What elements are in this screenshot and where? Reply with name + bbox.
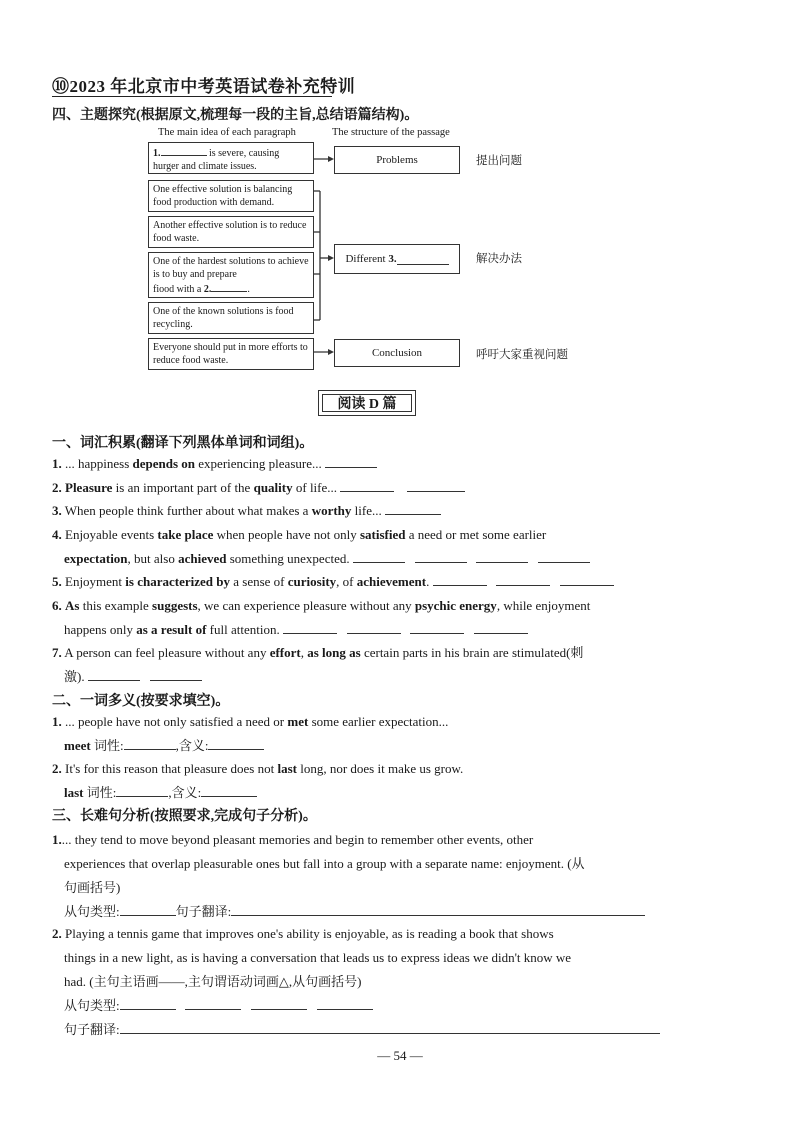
vocab-item-2 [52, 476, 672, 500]
sentence-analysis-1 [52, 828, 672, 924]
box1-text: is severe, causing [209, 148, 280, 159]
clause-type-label: 从句类型: [64, 998, 120, 1013]
section4-heading: 四、主题探究(根据原文,梳理每一段的主旨,总结语篇结构)。 [52, 108, 419, 123]
vocab-item-6 [52, 594, 672, 642]
bold-term: take place [157, 527, 214, 542]
answer-blank[interactable] [283, 621, 337, 634]
answer-blank[interactable] [347, 621, 401, 634]
col-header-structure: The structure of the passage [332, 127, 450, 138]
item-text: , of [336, 574, 357, 589]
item-number: 2. [52, 926, 62, 941]
sentence-text: experiences that overlap pleasurable ones but fall into a group with a separate name: enjoyment. (从 [64, 856, 585, 871]
box4-text-2: fiood with a [153, 284, 202, 295]
translation-label: 句子翻译: [175, 904, 232, 919]
bold-term: suggests [152, 598, 198, 613]
answer-blank[interactable] [385, 502, 441, 515]
item-text: full attention. [206, 622, 280, 637]
item-text: . [426, 574, 430, 589]
clause-type-blank[interactable] [120, 903, 176, 916]
bold-term: met [287, 714, 309, 729]
pos-label: 词性: [86, 785, 117, 800]
answer-blank[interactable] [433, 573, 487, 586]
answer-blank[interactable] [340, 479, 394, 492]
item-text: It's for this reason that pleasure does not [65, 761, 278, 776]
blank-number-3: 3. [388, 253, 397, 265]
vocab-item-7 [52, 641, 672, 689]
item-number: 6. [52, 598, 62, 613]
item-number: 1. [52, 832, 62, 847]
item-text: , [300, 645, 308, 660]
clause-type-blank[interactable] [251, 997, 307, 1010]
item-text: ... happiness [65, 456, 133, 471]
answer-blank[interactable] [353, 550, 405, 563]
pos-blank[interactable] [116, 784, 168, 797]
reading-d-badge: 阅读 D 篇 [318, 390, 416, 416]
main-idea-box-6: Everyone should put in more efforts to reduce food waste. [148, 338, 314, 370]
item-text: Enjoyable events [65, 527, 158, 542]
answer-blank[interactable] [410, 621, 464, 634]
bold-term: as long as [307, 645, 361, 660]
bold-term: As [65, 598, 80, 613]
item-number: 2. [52, 480, 62, 495]
side-label-problem: 提出问题 [476, 155, 522, 167]
sentence-text: 句画括号) [64, 880, 121, 895]
bold-term: satisfied [359, 527, 406, 542]
bold-term: expectation [64, 551, 128, 566]
polysemy-item-1 [52, 710, 672, 758]
structure-box-conclusion: Conclusion [334, 339, 460, 367]
answer-blank-3[interactable] [397, 254, 449, 265]
bold-term: worthy [311, 503, 352, 518]
clause-type-blank[interactable] [317, 997, 373, 1010]
item-text: , we can experience pleasure without any [197, 598, 415, 613]
item-text: something unexpected. [226, 551, 350, 566]
main-idea-box-1 [148, 142, 314, 174]
main-idea-box-5: One of the known solutions is food recycling. [148, 302, 314, 334]
box4-text: One of the hardest solutions to achieve is to buy and prepare [153, 256, 309, 280]
target-word: last [64, 785, 84, 800]
bold-term: Pleasure [65, 480, 113, 495]
answer-blank[interactable] [150, 668, 202, 681]
meaning-blank[interactable] [201, 784, 257, 797]
item-text: long, nor does it make us grow. [296, 761, 464, 776]
answer-blank[interactable] [474, 621, 528, 634]
item-text: , but also [127, 551, 179, 566]
item-text: this example [79, 598, 153, 613]
target-word: meet [64, 738, 91, 753]
side-label-conclusion: 呼吁大家重视问题 [476, 349, 568, 361]
item-text: When people think further about what makes a [64, 503, 312, 518]
item-text: ... people have not only satisfied a need or [65, 714, 288, 729]
side-label-solution: 解决办法 [476, 253, 522, 265]
translation-label: 句子翻译: [64, 1022, 120, 1037]
item-text: experiencing pleasure... [195, 456, 322, 471]
clause-type-blank[interactable] [120, 997, 176, 1010]
box1-text-2: hurger and climate issues. [153, 161, 257, 172]
answer-blank[interactable] [538, 550, 590, 563]
item-text: 激). [64, 669, 85, 684]
item-number: 3. [52, 503, 62, 518]
vocab-item-3 [52, 499, 672, 523]
meaning-label: ,含义: [168, 785, 202, 800]
answer-blank-2[interactable] [211, 281, 247, 292]
bold-term: as a result of [136, 622, 207, 637]
item-text: a need or met some earlier [405, 527, 547, 542]
structure-box-problems: Problems [334, 146, 460, 174]
item-text: A person can feel pleasure without any [64, 645, 270, 660]
clause-type-label: 从句类型: [64, 904, 120, 919]
answer-blank[interactable] [407, 479, 465, 492]
sentence-text: Playing a tennis game that improves one's ability is enjoyable, as is reading a book that shows [65, 926, 554, 941]
sentence-text: things in a new light, as is having a conversation that leads us to express ideas we didn't know we [64, 950, 572, 965]
item-text: Enjoyment [65, 574, 126, 589]
page-number: — 54 — [377, 1048, 423, 1063]
col-header-main-idea: The main idea of each paragraph [158, 127, 296, 138]
bold-term: achieved [178, 551, 227, 566]
item-text: when people have not only [213, 527, 360, 542]
bold-term: depends on [132, 456, 196, 471]
meaning-blank[interactable] [208, 737, 264, 750]
pos-blank[interactable] [124, 737, 176, 750]
bold-term: psychic energy [414, 598, 497, 613]
polysemy-item-2 [52, 757, 672, 805]
section2-heading: 二、一词多义(按要求填空)。 [52, 694, 230, 709]
bold-term: last [277, 761, 297, 776]
vocab-item-1 [52, 452, 672, 476]
bold-term: quality [253, 480, 293, 495]
vocab-item-5 [52, 570, 672, 594]
blank-number-2: 2. [203, 284, 212, 295]
answer-blank[interactable] [560, 573, 614, 586]
answer-blank[interactable] [325, 455, 377, 468]
bold-term: achievement [356, 574, 427, 589]
item-text: certain parts in his brain are stimulated(刺 [360, 645, 584, 660]
pos-label: 词性: [93, 738, 124, 753]
item-text: of life... [292, 480, 338, 495]
item-number: 5. [52, 574, 62, 589]
meaning-label: ,含义: [175, 738, 209, 753]
item-number: 2. [52, 761, 62, 776]
page-title: ⑩2023 年北京市中考英语试卷补充特训 [52, 77, 356, 96]
item-number: 4. [52, 527, 62, 542]
item-text: a sense of [230, 574, 288, 589]
structure-box-different [334, 244, 460, 274]
item-number: 1. [52, 714, 62, 729]
translation-blank[interactable] [120, 1021, 660, 1034]
item-number: 7. [52, 645, 62, 660]
section1-heading: 一、词汇积累(翻译下列黑体单词和词组)。 [52, 436, 314, 451]
main-idea-box-3: Another effective solution is to reduce food waste. [148, 216, 314, 248]
translation-blank[interactable] [231, 903, 645, 916]
bold-term: effort [269, 645, 301, 660]
vocab-item-4 [52, 523, 672, 571]
item-text: some earlier expectation... [308, 714, 449, 729]
item-text: , while enjoyment [496, 598, 591, 613]
bold-term: is characterized by [125, 574, 230, 589]
bold-term: curiosity [287, 574, 337, 589]
main-idea-box-2: One effective solution is balancing food production with demand. [148, 180, 314, 212]
answer-blank[interactable] [476, 550, 528, 563]
sentence-text: ... they tend to move beyond pleasant memories and begin to remember other events, other [61, 832, 534, 847]
item-text: life... [351, 503, 382, 518]
sentence-analysis-2 [52, 922, 672, 1042]
answer-blank[interactable] [88, 668, 140, 681]
item-text: is an important part of the [112, 480, 254, 495]
answer-blank[interactable] [496, 573, 550, 586]
blank-number-1: 1. [153, 148, 161, 159]
different-label: Different [345, 253, 386, 265]
section3-heading: 三、长难句分析(按照要求,完成句子分析)。 [52, 809, 317, 824]
sentence-text: had. (主句主语画——,主句谓语动词画△,从句画括号) [64, 974, 362, 989]
answer-blank-1[interactable] [161, 145, 207, 156]
clause-type-blank[interactable] [185, 997, 241, 1010]
answer-blank[interactable] [415, 550, 467, 563]
item-number: 1. [52, 456, 62, 471]
item-text: happens only [64, 622, 137, 637]
main-idea-box-4: One of the hardest solutions to achieve is to buy and prepare fiood with a 2. . [148, 252, 314, 298]
